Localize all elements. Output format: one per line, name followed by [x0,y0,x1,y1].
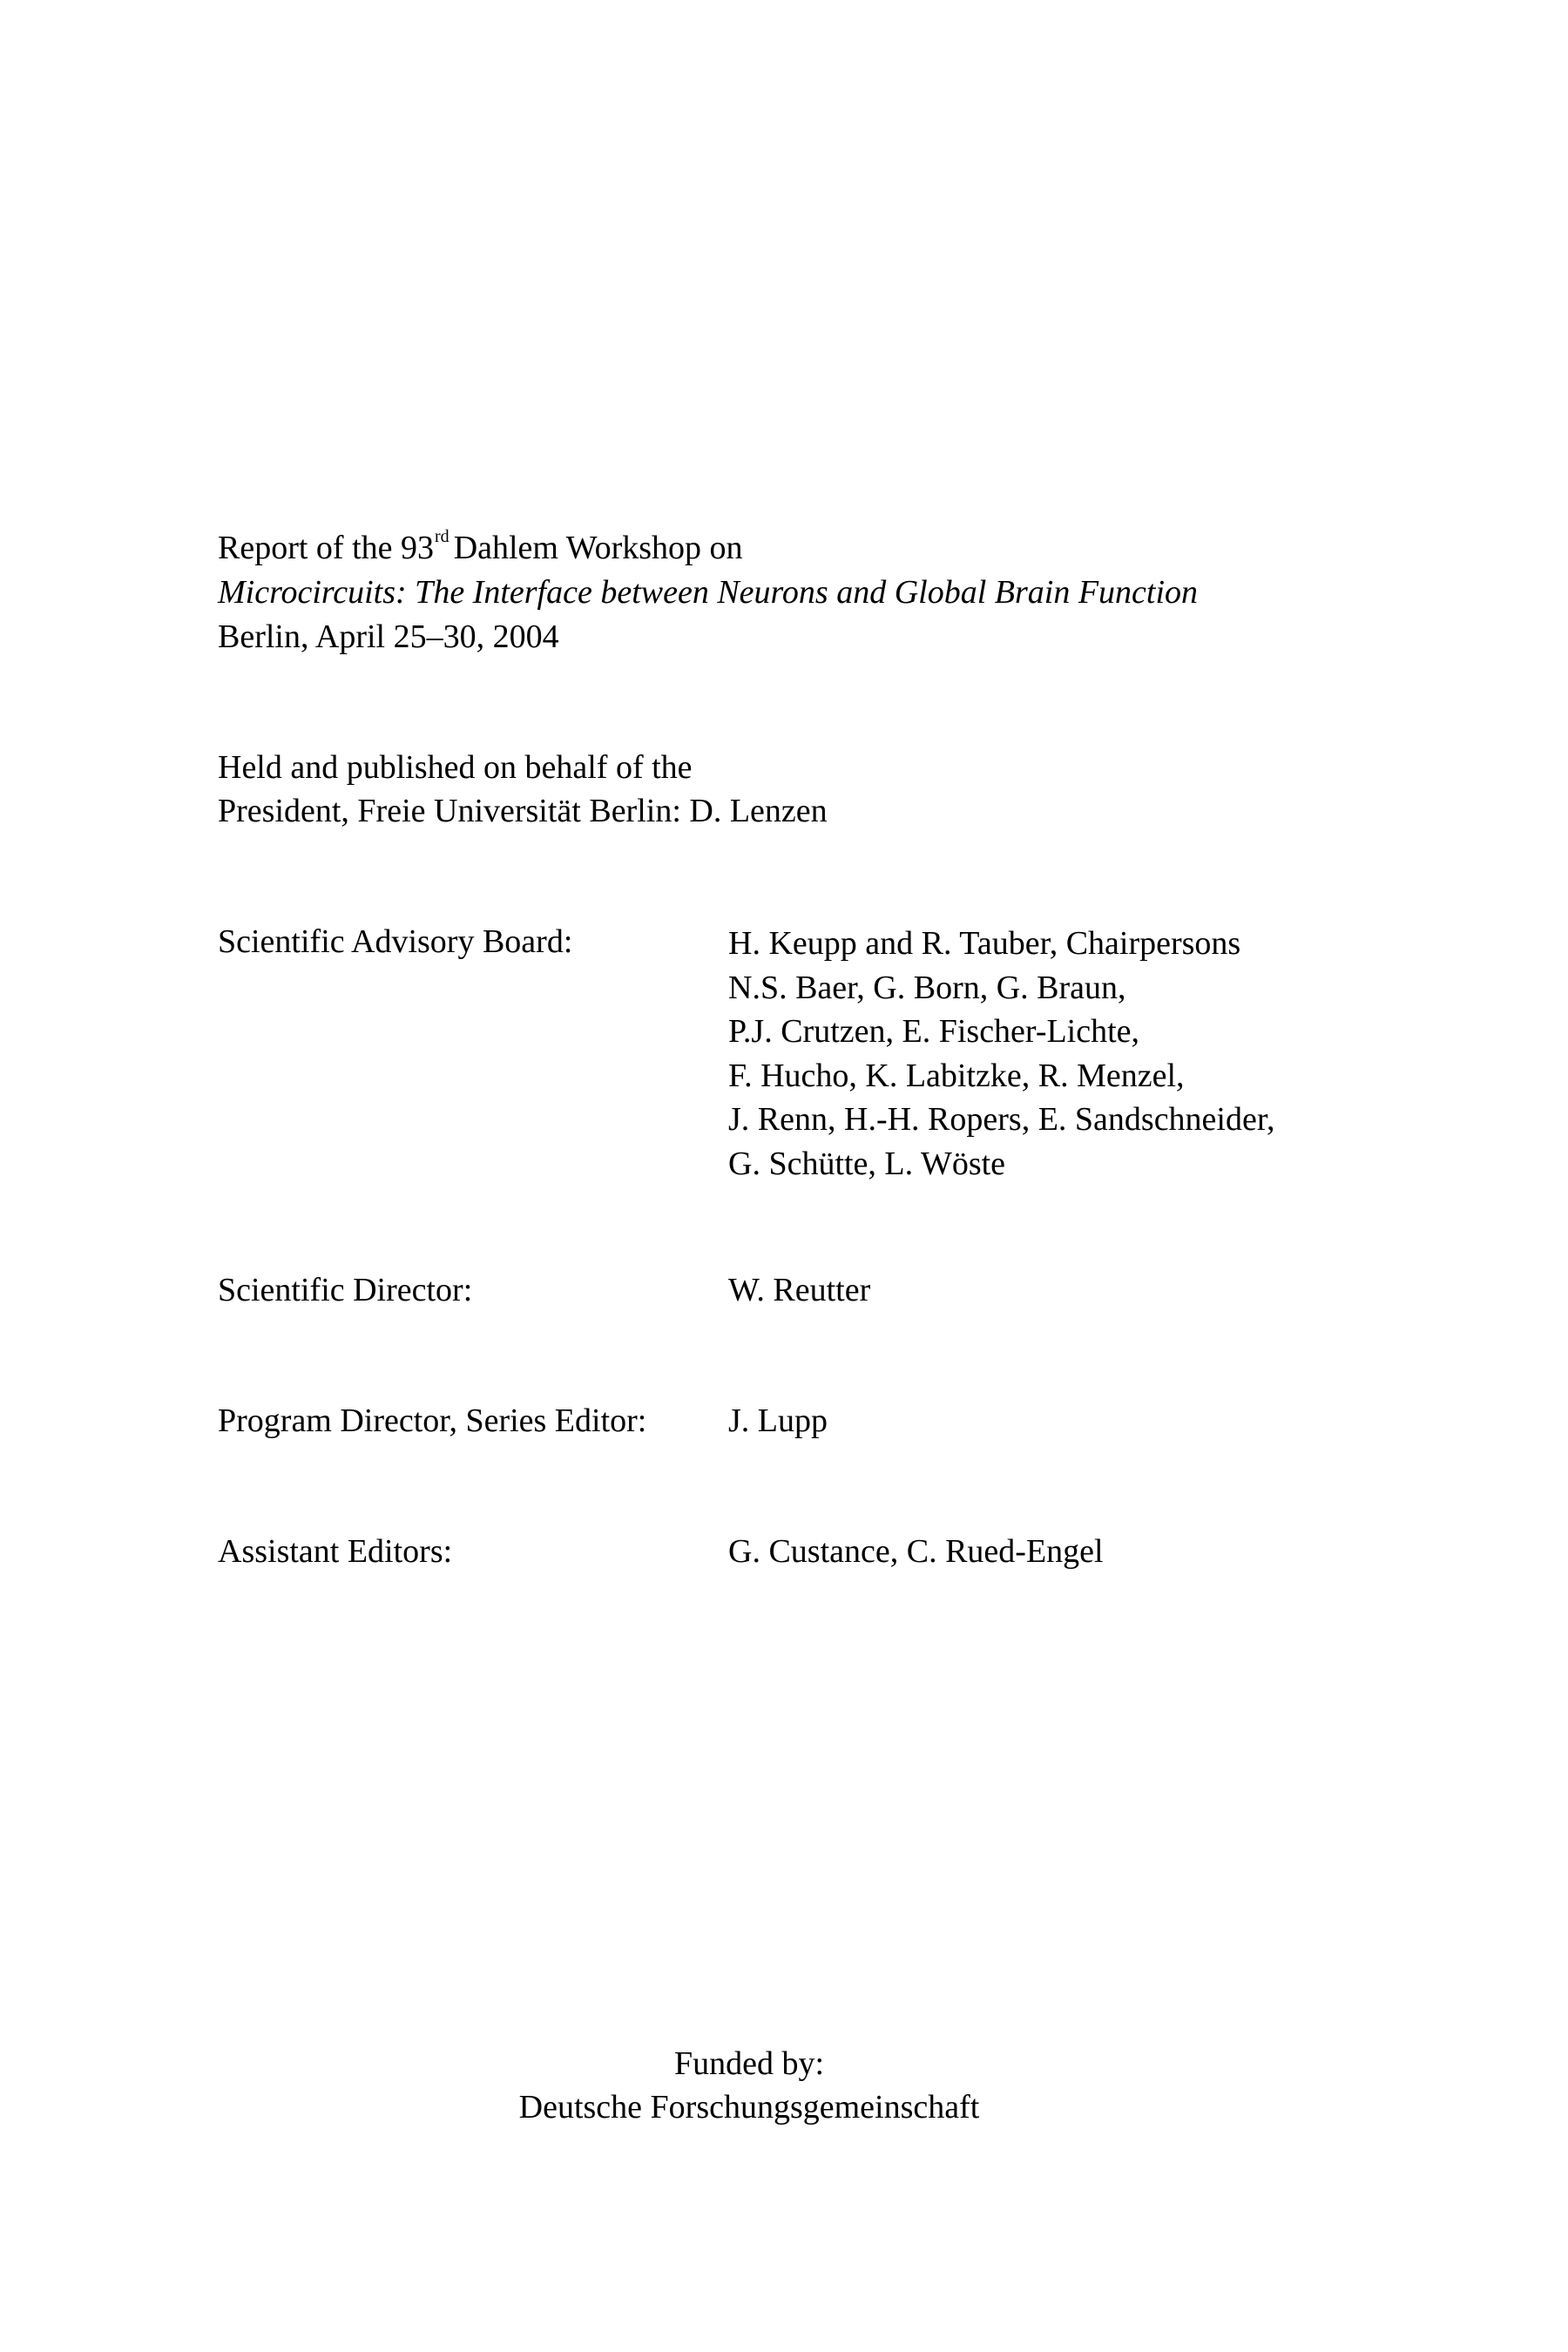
advisory-board-member-line: P.J. Crutzen, E. Fischer-Lichte, [728,1013,1140,1050]
report-suffix: Dahlem Workshop on [453,530,743,566]
funder-name: Deutsche Forschungsgemeinschaft [518,2089,980,2126]
workshop-place-date: Berlin, April 25–30, 2004 [218,618,559,655]
ordinal-suffix: rd [435,527,449,546]
workshop-title: Microcircuits: The Interface between Neurons and Global Brain Function [218,574,1199,611]
advisory-board-member-line: H. Keupp and R. Tauber, Chairpersons [728,925,1241,962]
advisory-board-member-line: J. Renn, H.-H. Ropers, E. Sandschneider, [728,1101,1275,1138]
program-director-value: J. Lupp [728,1402,828,1439]
funded-by-label: Funded by: [673,2045,825,2082]
program-director-label: Program Director, Series Editor: [218,1402,647,1439]
scientific-director-label: Scientific Director: [218,1272,473,1308]
report-heading [218,527,743,566]
advisory-board-members [728,922,1274,1186]
advisory-board-member-line: N.S. Baer, G. Born, G. Braun, [728,969,1126,1006]
report-prefix: Report of the 93 [218,530,435,566]
advisory-board-label: Scientific Advisory Board: [218,923,573,960]
scientific-director-value: W. Reutter [728,1272,871,1308]
publisher-line-2: President, Freie Universität Berlin: D. Lenzen [218,793,828,829]
advisory-board-member-line: G. Schütte, L. Wöste [728,1145,1006,1182]
advisory-board-member-line: F. Hucho, K. Labitzke, R. Menzel, [728,1057,1185,1094]
assistant-editors-label: Assistant Editors: [218,1533,453,1570]
assistant-editors-value: G. Custance, C. Rued-Engel [728,1533,1104,1570]
publisher-line-1: Held and published on behalf of the [218,749,693,786]
